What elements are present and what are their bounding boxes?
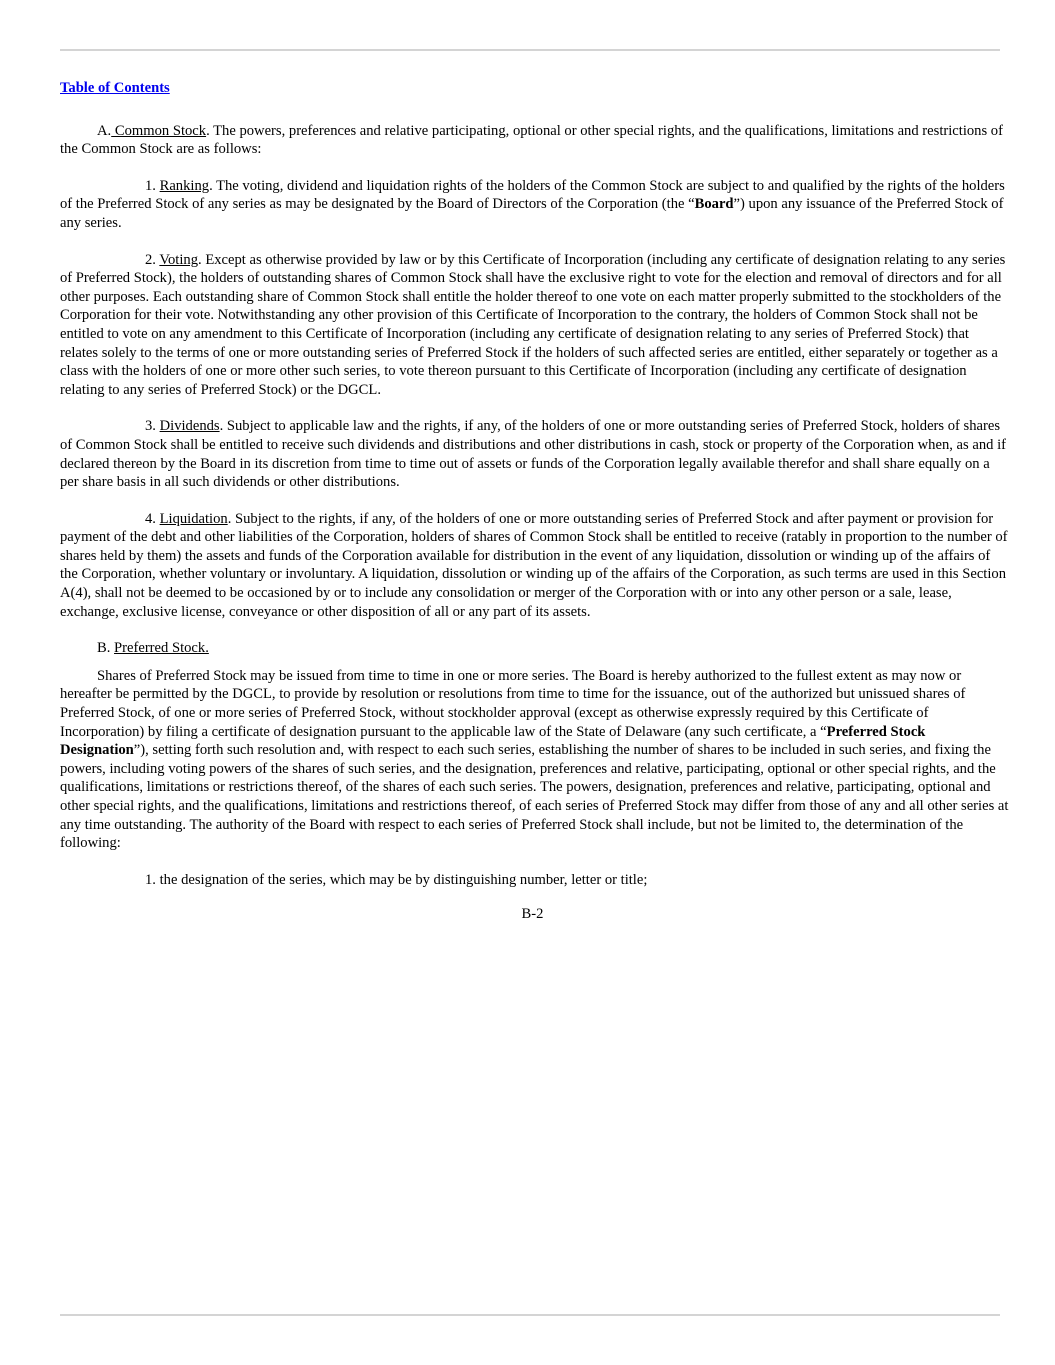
shares-text-before: Shares of Preferred Stock may be issued from time to time in one or more series. The Board is hereby authorized to the fullest extent as may now or hereafter be permitted by the DGCL, to provide by resolution or resolutions from time to time for the issuance, out of the authorized but unissued shares of Preferred Stock, of one or more series of Preferred Stock, without stockholder approval (except as otherwise expressly required by this Certificate of Incorporation) by filing a certificate of designation pursuant to the applicable law of the State of Delaware (any such certificate, a “ <box>60 667 966 740</box>
section-b-preferred-stock <box>60 639 1010 658</box>
dividends-number: 3. <box>145 418 160 435</box>
ranking-board-term: Board <box>694 196 734 213</box>
section-b-heading: Preferred Stock. <box>114 640 209 657</box>
paragraph-voting <box>60 251 1010 400</box>
shares-text-after: ”), setting forth such resolution and, with respect to each such series, establishing the number of shares to be included in such series, and fixing the powers, including voting powers of the shares of such series, and the designation, preferences and relative, participating, optional or other special rights, and the qualifications, limitations or restrictions thereof, of the shares of each such series. The powers, designation, preferences and relative, participating, optional and other special rights, and the qualifications, limitations and restrictions thereof, of each series of Preferred Stock may differ from those of any and all other series at any time outstanding. The authority of the Board with respect to each series of Preferred Stock shall include, but not be limited to, the determination of the following: <box>60 742 1009 852</box>
ranking-text-after: ”) upon any issuance of the Preferred Stock of any series. <box>60 196 1004 231</box>
liquidation-number: 4. <box>145 510 160 527</box>
section-a-common-stock <box>60 122 1010 159</box>
section-a-label: A. <box>97 122 112 139</box>
paragraph-preferred-shares <box>60 667 1010 853</box>
document-body <box>60 77 1010 924</box>
paragraph-liquidation <box>60 510 1010 622</box>
dividends-heading: Dividends <box>159 418 220 435</box>
dividends-text: . Subject to applicable law and the rights, if any, of the holders of one or more outstanding series of Preferred Stock, holders of shares of Common Stock shall be entitled to receive such dividends and distributions and other distributions in cash, stock or property of the Corporation when, as and if declared thereon by the Board in its discretion from time to time out of assets or funds of the Corporation legally available therefor and shall share equally on a per share basis in all such dividends or other distributions. <box>60 418 1006 491</box>
paragraph-ranking <box>60 177 1010 233</box>
top-divider <box>60 49 1000 51</box>
voting-heading: Voting <box>159 251 199 268</box>
section-a-text: . The powers, preferences and relative participating, optional or other special rights, and the qualifications, limitations and restrictions of the Common Stock are as follows: <box>60 122 1003 158</box>
section-b-label: B. <box>97 640 115 657</box>
liquidation-heading: Liquidation <box>159 510 228 527</box>
liquidation-text: . Subject to the rights, if any, of the holders of one or more outstanding series of Preferred Stock and after payment or provision for payment of the debt and other liabilities of the Corporation, holders of shares of Common Stock shall be entitled to receive (ratably in proportion to the number of shares held by them) the assets and funds of the Corporation available for distribution in the event of any liquidation, dissolution or winding up of the affairs of the Corporation, whether voluntary or involuntary. A liquidation, dissolution or winding up of the affairs of the Corporation, as such terms are used in this Section A(4), shall not be deemed to be occasioned by or to include any consolidation or merger of the Corporation with or into any other person or a sale, lease, exchange, exclusive license, conveyance or other disposition of all or any part of its assets. <box>60 510 1008 620</box>
ranking-number: 1. <box>145 177 160 194</box>
table-of-contents-link[interactable]: Table of Contents <box>60 80 170 96</box>
bottom-divider <box>60 1314 1000 1316</box>
shares-designation-term: Preferred Stock Designation <box>60 723 926 759</box>
section-a-heading: Common Stock <box>111 122 207 139</box>
paragraph-dividends <box>60 417 1010 491</box>
page-number: B-2 <box>521 906 544 923</box>
voting-text: . Except as otherwise provided by law or by this Certificate of Incorporation (including any certificate of designation relating to any series of Preferred Stock), the holders of outstanding shares of Common Stock shall have the exclusive right to vote for the election and removal of directors and for all other purposes. Each outstanding share of Common Stock shall entitle the holder thereof to one vote on each matter properly submitted to the stockholders of the Corporation for their vote. Notwithstanding any other provision of this Certificate of Incorporation to the contrary, the holders of Common Stock shall not be entitled to vote on any amendment to this Certificate of Incorporation (including any certificate of designation relating to any series of Preferred Stock) that relates solely to the terms of one or more outstanding series of Preferred Stock if the holders of such affected series are entitled, either separately or together as a class with the holders of one or more other such series, to vote thereon pursuant to this Certificate of Incorporation (including any certificate of designation relating to any series of Preferred Stock) or the DGCL. <box>60 251 1006 398</box>
list-item-designation: 1. the designation of the series, which may be by distinguishing number, letter or title; <box>145 871 648 888</box>
voting-number: 2. <box>145 251 160 268</box>
ranking-text-before: . The voting, dividend and liquidation rights of the holders of the Common Stock are subject to and qualified by the rights of the holders of the Preferred Stock of any series as may be designated by the Board of Directors of the Corporation (the “ <box>60 177 1005 213</box>
ranking-heading: Ranking <box>159 177 210 194</box>
